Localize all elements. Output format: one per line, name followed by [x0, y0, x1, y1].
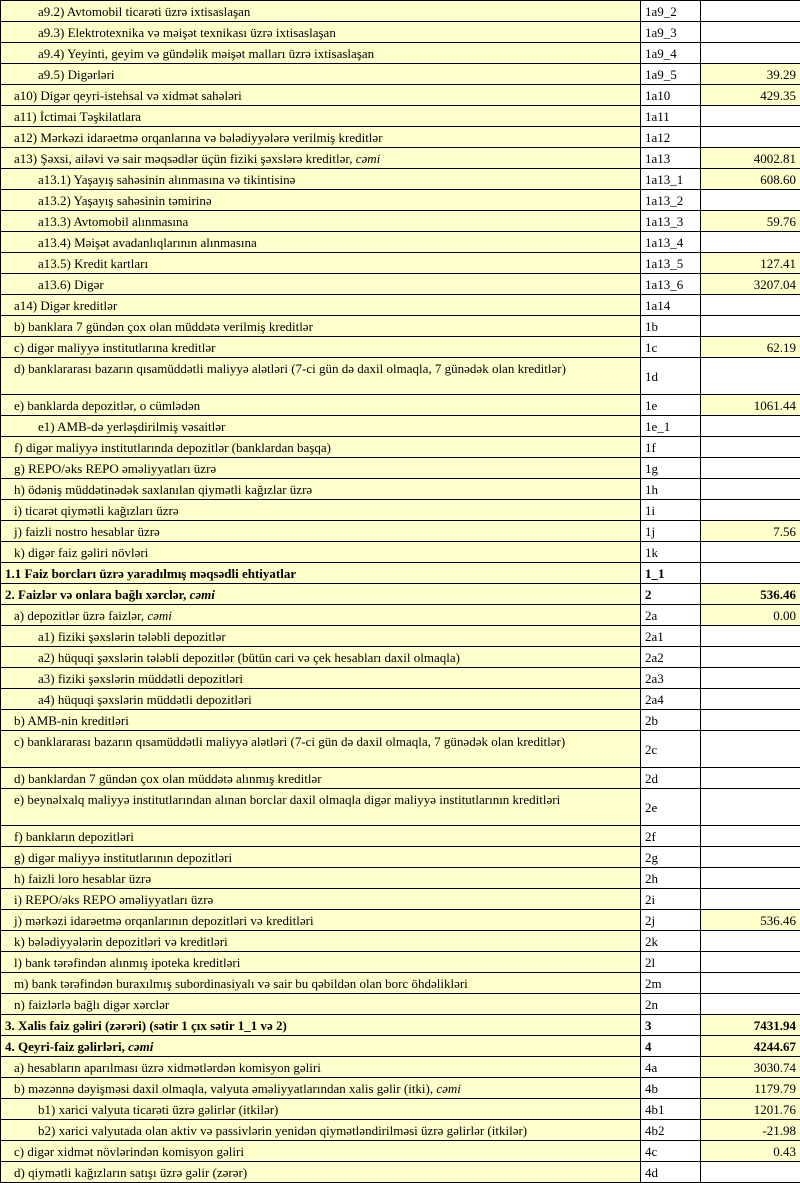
table-row [1, 584, 800, 605]
table-row [1, 479, 800, 500]
row-label: m) bank tərəfindən buraxılmış subordinasiyalı və sair bu qəbildən olan borc öhdəlikləri [14, 976, 468, 991]
row-label: a10) Digər qeyri-istehsal və xidmət sahələri [14, 88, 242, 103]
row-value-cell: 4244.67 [701, 1036, 800, 1057]
row-code-cell: 1a11 [641, 106, 701, 127]
row-label: e) banklarda depozitlər, o cümlədən [14, 398, 200, 413]
row-label-cell [1, 416, 641, 437]
row-value-cell [701, 889, 800, 910]
row-label: h) faizli loro hesablar üzrə [14, 871, 151, 886]
row-label: c) digər xidmət növlərindən komisyon gəliri [14, 1144, 244, 1159]
row-label-cell [1, 337, 641, 358]
row-label: f) digər maliyyə institutlarında depozitlər (banklardan başqa) [14, 440, 331, 455]
table-row [1, 647, 800, 668]
table-row [1, 605, 800, 626]
row-value-cell: -21.98 [701, 1120, 800, 1141]
row-label: d) qiymətli kağızların satışı üzrə gəlir (zərər) [14, 1165, 247, 1180]
row-code-cell: 2f [641, 826, 701, 847]
table-row [1, 789, 800, 826]
row-label: 4. Qeyri-faiz gəlirləri, [5, 1039, 125, 1054]
row-code-cell: 4b2 [641, 1120, 701, 1141]
row-code-cell: 1a13_5 [641, 253, 701, 274]
row-label: n) faizlərlə bağlı digər xərclər [14, 997, 169, 1012]
row-code-cell: 1g [641, 458, 701, 479]
row-label: j) faizli nostro hesablar üzrə [14, 524, 160, 539]
row-label-cell [1, 910, 641, 931]
row-label: a4) hüquqi şəxslərin müddətli depozitləri [38, 692, 252, 707]
table-row [1, 395, 800, 416]
row-code-cell: 1a10 [641, 85, 701, 106]
row-value-cell [701, 416, 800, 437]
row-code-cell: 2a2 [641, 647, 701, 668]
row-label-cell [1, 316, 641, 337]
row-code-cell: 2d [641, 768, 701, 789]
row-code-cell: 2g [641, 847, 701, 868]
row-code-cell: 1j [641, 521, 701, 542]
row-code-cell: 1c [641, 337, 701, 358]
row-value-cell: 39.29 [701, 64, 800, 85]
row-label: b) məzənnə dəyişməsi daxil olmaqla, valyuta əməliyyatlarından xalis gəlir (itki), [14, 1081, 433, 1096]
row-value-cell [701, 689, 800, 710]
row-label: 3. Xalis faiz gəliri (zərəri) (sətir 1 çıx sətir 1_1 və 2) [5, 1018, 287, 1033]
row-label-cell [1, 973, 641, 994]
row-label: 2. Faizlər və onlara bağlı xərclər, [5, 587, 186, 602]
row-value-cell [701, 22, 800, 43]
row-label-cell [1, 789, 641, 826]
row-value-cell [701, 563, 800, 584]
row-value-cell [701, 868, 800, 889]
table-row [1, 337, 800, 358]
row-label-cell [1, 1099, 641, 1120]
row-label-cell [1, 710, 641, 731]
table-row [1, 1099, 800, 1120]
row-value-cell: 7431.94 [701, 1015, 800, 1036]
row-value-cell [701, 626, 800, 647]
row-code-cell: 3 [641, 1015, 701, 1036]
table-row [1, 768, 800, 789]
table-row [1, 973, 800, 994]
row-value-cell [701, 316, 800, 337]
row-label-cell [1, 868, 641, 889]
row-label: a1) fiziki şəxslərin tələbli depozitlər [38, 629, 226, 644]
row-code-cell: 2 [641, 584, 701, 605]
table-row [1, 910, 800, 931]
row-label-cell [1, 1078, 641, 1099]
row-code-cell: 2b [641, 710, 701, 731]
row-label-cell [1, 889, 641, 910]
row-label-cell [1, 1162, 641, 1183]
row-value-cell: 0.00 [701, 605, 800, 626]
row-code-cell: 1a13 [641, 148, 701, 169]
row-label: a14) Digər kreditlər [14, 298, 117, 313]
row-value-cell [701, 437, 800, 458]
table-row [1, 169, 800, 190]
row-code-cell: 1i [641, 500, 701, 521]
table-row [1, 211, 800, 232]
row-label: a3) fiziki şəxslərin müddətli depozitləri [38, 671, 243, 686]
row-label-cell [1, 22, 641, 43]
row-value-cell [701, 500, 800, 521]
row-value-cell [701, 973, 800, 994]
row-code-cell: 1k [641, 542, 701, 563]
row-value-cell: 3030.74 [701, 1057, 800, 1078]
row-label: b2) xarici valyutada olan aktiv və passivlərin yenidən qiymətləndirilməsi üzrə gəlirlər (itkilər) [38, 1123, 527, 1138]
row-label-cell [1, 127, 641, 148]
table-row [1, 731, 800, 768]
table-row [1, 889, 800, 910]
row-label: b) banklara 7 gündən çox olan müddətə verilmiş kreditlər [14, 319, 313, 334]
row-label-cell [1, 1036, 641, 1057]
row-code-cell: 4b1 [641, 1099, 701, 1120]
row-value-cell [701, 232, 800, 253]
table-row [1, 542, 800, 563]
row-label-cell [1, 668, 641, 689]
row-label-cell [1, 64, 641, 85]
row-code-cell: 1d [641, 358, 701, 395]
table-row [1, 148, 800, 169]
row-label-cell [1, 952, 641, 973]
row-label-cell [1, 232, 641, 253]
row-value-cell [701, 731, 800, 768]
row-value-cell: 1179.79 [701, 1078, 800, 1099]
row-label-cell [1, 563, 641, 584]
row-code-cell: 1a13_6 [641, 274, 701, 295]
row-value-cell [701, 1, 800, 22]
row-label: a13.5) Kredit kartları [38, 256, 148, 271]
row-label: a13.2) Yaşayış sahəsinin təmirinə [38, 193, 212, 208]
row-label-cell [1, 731, 641, 768]
table-row [1, 358, 800, 395]
table-row [1, 1015, 800, 1036]
table-row [1, 1078, 800, 1099]
row-value-cell [701, 768, 800, 789]
row-label-cell [1, 500, 641, 521]
row-code-cell: 4c [641, 1141, 701, 1162]
row-value-cell: 59.76 [701, 211, 800, 232]
row-code-cell: 2i [641, 889, 701, 910]
table-row [1, 416, 800, 437]
row-code-cell: 1a9_3 [641, 22, 701, 43]
table-row [1, 847, 800, 868]
table-row [1, 626, 800, 647]
table-row [1, 668, 800, 689]
row-code-cell: 2e [641, 789, 701, 826]
row-label-cell [1, 358, 641, 395]
row-label-emphasis: cəmi [125, 1039, 154, 1054]
row-code-cell: 2k [641, 931, 701, 952]
row-label-cell [1, 847, 641, 868]
row-value-cell [701, 358, 800, 395]
table-row [1, 994, 800, 1015]
row-label-cell [1, 647, 641, 668]
row-value-cell: 608.60 [701, 169, 800, 190]
row-code-cell: 1a13_2 [641, 190, 701, 211]
row-label: l) bank tərəfindən alınmış ipoteka kreditləri [14, 955, 240, 970]
row-value-cell: 4002.81 [701, 148, 800, 169]
table-row [1, 22, 800, 43]
row-code-cell: 1e_1 [641, 416, 701, 437]
table-row [1, 106, 800, 127]
row-code-cell: 1a13_4 [641, 232, 701, 253]
table-row [1, 931, 800, 952]
row-label: j) mərkəzi idarəetmə orqanlarının depozitləri və kreditləri [14, 913, 314, 928]
row-code-cell: 2j [641, 910, 701, 931]
row-label: a13.6) Digər [38, 277, 104, 292]
table-row [1, 563, 800, 584]
row-label-cell [1, 1, 641, 22]
row-code-cell: 4d [641, 1162, 701, 1183]
row-label: a9.5) Digərləri [38, 67, 115, 82]
row-value-cell [701, 710, 800, 731]
row-code-cell: 1a9_5 [641, 64, 701, 85]
table-row [1, 952, 800, 973]
table-row [1, 458, 800, 479]
row-value-cell [701, 647, 800, 668]
table-row [1, 232, 800, 253]
row-label: b) AMB-nin kreditləri [14, 713, 129, 728]
table-row [1, 868, 800, 889]
row-label-cell [1, 626, 641, 647]
row-label-cell [1, 689, 641, 710]
row-label-cell [1, 148, 641, 169]
row-value-cell [701, 542, 800, 563]
row-value-cell [701, 190, 800, 211]
row-value-cell: 536.46 [701, 910, 800, 931]
table-row [1, 295, 800, 316]
table-row [1, 1, 800, 22]
row-code-cell: 1h [641, 479, 701, 500]
row-label: a13.1) Yaşayış sahəsinin alınmasına və tikintisinə [38, 172, 295, 187]
row-label-cell [1, 274, 641, 295]
row-value-cell [701, 952, 800, 973]
row-label: i) ticarət qiymətli kağızları üzrə [14, 503, 179, 518]
row-label: a13) Şəxsi, ailəvi və sair məqsədlər üçün fiziki şəxslərə kreditlər, [14, 151, 352, 166]
row-value-cell [701, 847, 800, 868]
row-label-emphasis: cəmi [186, 587, 215, 602]
row-value-cell: 429.35 [701, 85, 800, 106]
row-label-cell [1, 605, 641, 626]
table-row [1, 64, 800, 85]
row-label: a9.3) Elektrotexnika və məişət texnikası üzrə ixtisaslaşan [38, 25, 336, 40]
row-label-emphasis: cəmi [433, 1081, 461, 1096]
row-code-cell: 2c [641, 731, 701, 768]
row-label: g) REPO/əks REPO əməliyyatları üzrə [14, 461, 216, 476]
row-code-cell: 4 [641, 1036, 701, 1057]
table-row [1, 437, 800, 458]
row-label: i) REPO/əks REPO əməliyyatları üzrə [14, 892, 213, 907]
row-label: b1) xarici valyuta ticarəti üzrə gəlirlər (itkilər) [38, 1102, 278, 1117]
row-value-cell [701, 668, 800, 689]
row-value-cell [701, 106, 800, 127]
row-label: h) ödəniş müddətinədək saxlanılan qiymətli kağızlar üzrə [14, 482, 312, 497]
row-label-cell [1, 85, 641, 106]
row-code-cell: 2a1 [641, 626, 701, 647]
row-label-cell [1, 1141, 641, 1162]
row-label-emphasis: cəmi [144, 608, 172, 623]
row-label-cell [1, 253, 641, 274]
row-label-cell [1, 458, 641, 479]
row-value-cell: 1061.44 [701, 395, 800, 416]
row-code-cell: 1e [641, 395, 701, 416]
row-code-cell: 2n [641, 994, 701, 1015]
row-label: g) digər maliyyə institutlarının depozitləri [14, 850, 232, 865]
row-value-cell [701, 1162, 800, 1183]
row-label-cell [1, 43, 641, 64]
row-label-cell [1, 521, 641, 542]
row-code-cell: 2a3 [641, 668, 701, 689]
row-label: a) depozitlər üzrə faizlər, [14, 608, 144, 623]
row-label: c) banklararası bazarın qısamüddətli maliyyə alətləri (7-ci gün də daxil olmaqla, 7 günədək olan kreditlər) [14, 734, 565, 749]
row-value-cell [701, 43, 800, 64]
row-code-cell: 2h [641, 868, 701, 889]
table-row [1, 1120, 800, 1141]
table-row [1, 85, 800, 106]
row-value-cell: 536.46 [701, 584, 800, 605]
row-label: f) bankların depozitləri [14, 829, 134, 844]
row-label-cell [1, 1015, 641, 1036]
row-code-cell: 1f [641, 437, 701, 458]
row-label-cell [1, 994, 641, 1015]
row-label-cell [1, 931, 641, 952]
row-value-cell: 0.43 [701, 1141, 800, 1162]
row-label-cell [1, 169, 641, 190]
row-label-cell [1, 479, 641, 500]
row-code-cell: 2a [641, 605, 701, 626]
row-value-cell [701, 479, 800, 500]
row-label-cell [1, 584, 641, 605]
table-row [1, 1036, 800, 1057]
row-value-cell: 1201.76 [701, 1099, 800, 1120]
row-label: a9.4) Yeyinti, geyim və gündəlik məişət malları üzrə ixtisaslaşan [38, 46, 374, 61]
row-label: d) banklardan 7 gündən çox olan müddətə alınmış kreditlər [14, 771, 322, 786]
row-label-cell [1, 1057, 641, 1078]
row-value-cell: 62.19 [701, 337, 800, 358]
row-label: a) hesabların aparılması üzrə xidmətlərdən komisyon gəliri [14, 1060, 321, 1075]
row-code-cell: 1a9_4 [641, 43, 701, 64]
table-row [1, 1141, 800, 1162]
table-row [1, 316, 800, 337]
row-label: c) digər maliyyə institutlarına kreditlər [14, 340, 215, 355]
row-code-cell: 2m [641, 973, 701, 994]
row-label: 1.1 Faiz borcları üzrə yaradılmış məqsədli ehtiyatlar [5, 566, 296, 581]
row-code-cell: 2a4 [641, 689, 701, 710]
row-value-cell [701, 931, 800, 952]
row-label-cell [1, 826, 641, 847]
row-label: e) beynəlxalq maliyyə institutlarından alınan borclar daxil olmaqla digər maliyyə institutlarının kreditləri [14, 792, 560, 807]
row-label-emphasis: cəmi [352, 151, 380, 166]
row-label-cell [1, 190, 641, 211]
row-label: k) digər faiz gəliri növləri [14, 545, 148, 560]
row-value-cell [701, 994, 800, 1015]
row-label: a2) hüquqi şəxslərin tələbli depozitlər (bütün cari və çek hesabları daxil olmaqla) [38, 650, 460, 665]
table-row [1, 274, 800, 295]
row-label: a13.4) Məişət avadanlıqlarının alınmasına [38, 235, 257, 250]
row-value-cell [701, 789, 800, 826]
row-label-cell [1, 106, 641, 127]
row-code-cell: 1a12 [641, 127, 701, 148]
row-code-cell: 1a13_3 [641, 211, 701, 232]
row-value-cell: 3207.04 [701, 274, 800, 295]
row-label: a13.3) Avtomobil alınmasına [38, 214, 188, 229]
table-row [1, 826, 800, 847]
row-code-cell: 4a [641, 1057, 701, 1078]
table-row [1, 190, 800, 211]
row-value-cell: 7.56 [701, 521, 800, 542]
row-value-cell [701, 826, 800, 847]
table-row [1, 253, 800, 274]
row-label: a9.2) Avtomobil ticarəti üzrə ixtisaslaşan [38, 4, 250, 19]
table-row [1, 127, 800, 148]
row-label: k) bələdiyyələrin depozitləri və kreditləri [14, 934, 228, 949]
table-row [1, 1057, 800, 1078]
row-label: a11) İctimai Təşkilatlara [14, 109, 141, 124]
row-value-cell [701, 295, 800, 316]
row-code-cell: 1_1 [641, 563, 701, 584]
table-row [1, 1162, 800, 1183]
row-label-cell [1, 1120, 641, 1141]
row-value-cell: 127.41 [701, 253, 800, 274]
row-label: d) banklararası bazarın qısamüddətli maliyyə alətləri (7-ci gün də daxil olmaqla, 7 günədək olan kreditlər) [14, 361, 566, 376]
row-code-cell: 1a14 [641, 295, 701, 316]
row-code-cell: 2l [641, 952, 701, 973]
table-row [1, 500, 800, 521]
row-code-cell: 1a9_2 [641, 1, 701, 22]
row-code-cell: 1b [641, 316, 701, 337]
row-value-cell [701, 458, 800, 479]
table-body [1, 1, 800, 1183]
row-label: a12) Mərkəzi idarəetmə orqanlarına və bələdiyyələrə verilmiş kreditlər [14, 130, 383, 145]
table-row [1, 689, 800, 710]
row-label-cell [1, 395, 641, 416]
row-label: e1) AMB-də yerləşdirilmiş vəsaitlər [38, 419, 225, 434]
row-label-cell [1, 437, 641, 458]
row-label-cell [1, 211, 641, 232]
row-label-cell [1, 295, 641, 316]
table-row [1, 521, 800, 542]
row-label-cell [1, 542, 641, 563]
row-label-cell [1, 768, 641, 789]
row-code-cell: 4b [641, 1078, 701, 1099]
table-row [1, 710, 800, 731]
table-row [1, 43, 800, 64]
row-value-cell [701, 127, 800, 148]
row-code-cell: 1a13_1 [641, 169, 701, 190]
